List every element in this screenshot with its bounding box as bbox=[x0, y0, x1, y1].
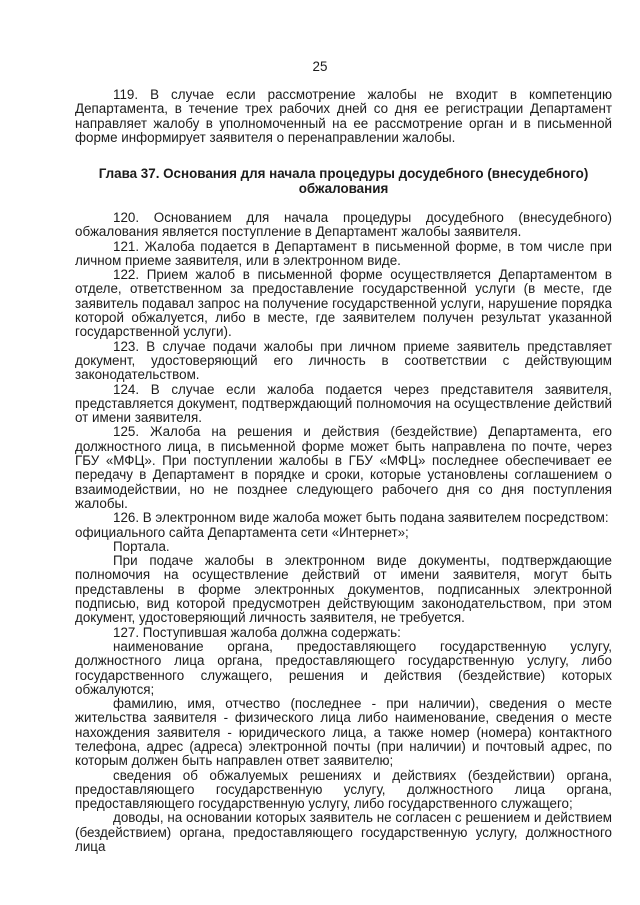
paragraph-126-item-portal: Портала. bbox=[113, 538, 170, 554]
paragraph-127-item-4: доводы, на основании которых заявитель не согласен с решением и действием (бездействием) органа, предоставляющего государственную услугу, должностного лица bbox=[75, 810, 612, 855]
paragraph-127-item-1: наименование органа, предоставляющего государственную услугу, должностного лица органа, предоставляющего государственную услугу, либо государственного служащего, решения и действия (бездействие) которых обжалуются; bbox=[75, 638, 612, 697]
paragraph-125: 125. Жалоба на решения и действия (бездействие) Департамента, его должностного лица, в письменной форме может быть направлена по почте, через ГБУ «МФЦ». При поступлении жалобы в ГБУ «МФЦ» последнее обеспечивает ее передачу в Департамент в порядке и сроки, которые установлены соглашением о взаимодействии, но не позднее следующего рабочего дня со дня поступления жалобы. bbox=[75, 424, 612, 511]
page-number: 25 bbox=[312, 59, 328, 74]
paragraph-127-item-2: фамилию, имя, отчество (последнее - при наличии), сведения о месте жительства заявителя - физического лица либо наименование, сведения о месте нахождения заявителя - юридического лица, а также номер (номера) контактного телефона, адрес (адреса) электронной почты (при наличии) и почтовый адрес, по которым должен быть направлен ответ заявителю; bbox=[75, 696, 612, 769]
paragraph-119: 119. В случае если рассмотрение жалобы не входит в компетенцию Департамента, в течение трех рабочих дней со дня ее регистрации Департамент направляет жалобу в уполномоченный на ее рассмотрение орган и в письменной форме информирует заявителя о перенаправлении жалобы. bbox=[75, 87, 612, 145]
paragraph-122: 122. Прием жалоб в письменной форме осуществляется Департаментом в отделе, ответственном за предоставление государственной услуги (в месте, где заявитель подавал запрос на получение государственной услуги, нарушение порядка которой обжалуется, либо в месте, где заявителем получен результат указанной государственной услуги). bbox=[75, 267, 612, 340]
paragraph-127: 127. Поступившая жалоба должна содержать: bbox=[113, 624, 401, 640]
paragraph-126-electronic-docs: При подаче жалобы в электронном виде документы, подтверждающие полномочия на осуществление действий от имени заявителя, могут быть представлены в форме электронных документов, подписанных электронной подписью, вид которой предусмотрен действующим законодательством, при этом документ, удостоверяющий личность заявителя, не требуется. bbox=[75, 553, 612, 626]
paragraph-127-item-3: сведения об обжалуемых решениях и действиях (бездействии) органа, предоставляющего государственную услугу, должностного лица органа, предоставляющего государственную услугу, либо государственного служащего; bbox=[75, 767, 612, 812]
paragraph-121: 121. Жалоба подается в Департамент в письменной форме, в том числе при личном приеме заявителя, или в электронном виде. bbox=[75, 238, 612, 268]
paragraph-120: 120. Основанием для начала процедуры досудебного (внесудебного) обжалования является поступление в Департамент жалобы заявителя. bbox=[75, 210, 612, 240]
intro-section bbox=[75, 88, 612, 145]
chapter-body bbox=[75, 211, 612, 854]
paragraph-126-item-website: официального сайта Департамента сети «Интернет»; bbox=[75, 524, 409, 540]
chapter-title: Глава 37. Основания для начала процедуры досудебного (внесудебного) обжалования bbox=[98, 166, 589, 196]
paragraph-126: 126. В электронном виде жалоба может быть подана заявителем посредством: bbox=[113, 510, 609, 526]
paragraph-123: 123. В случае подачи жалобы при личном приеме заявитель представляет документ, удостоверяющий его личность в соответствии с действующим законодательством. bbox=[75, 338, 612, 383]
paragraph-124: 124. В случае если жалоба подается через представителя заявителя, представляется документ, подтверждающий полномочия на осуществление действий от имени заявителя. bbox=[75, 381, 612, 426]
